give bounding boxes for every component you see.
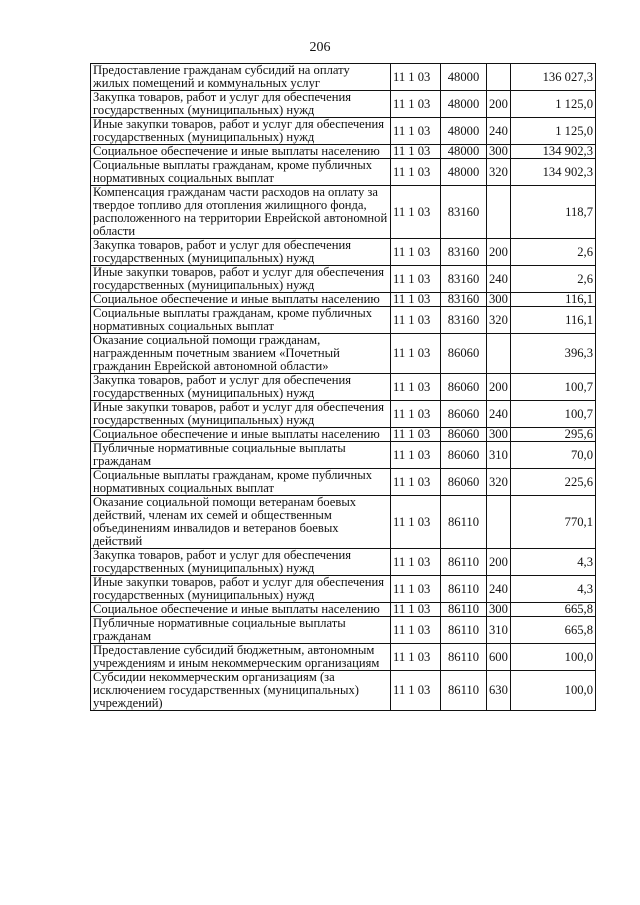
row-type-cell [487,64,511,91]
row-amount-cell: 665,8 [511,603,596,617]
row-name-cell: Иные закупки товаров, работ и услуг для обеспечения государственных (муниципальных) нужд [91,576,391,603]
row-name-cell: Иные закупки товаров, работ и услуг для обеспечения государственных (муниципальных) нужд [91,266,391,293]
row-amount-cell: 116,1 [511,293,596,307]
row-amount-cell: 4,3 [511,576,596,603]
row-name-cell: Закупка товаров, работ и услуг для обеспечения государственных (муниципальных) нужд [91,91,391,118]
row-code-cell: 86110 [441,496,487,549]
row-name-cell: Компенсация гражданам части расходов на оплату за твердое топливо для отопления жилищного фонда, расположенного на территории Еврейской автономной области [91,186,391,239]
row-section-cell: 11 1 03 [391,334,441,374]
table-row [91,549,596,576]
row-type-cell: 320 [487,159,511,186]
row-name-cell: Социальное обеспечение и иные выплаты населению [91,603,391,617]
row-section-cell: 11 1 03 [391,576,441,603]
row-type-cell: 310 [487,617,511,644]
row-amount-cell: 134 902,3 [511,159,596,186]
table-row [91,428,596,442]
row-amount-cell: 2,6 [511,266,596,293]
row-section-cell: 11 1 03 [391,159,441,186]
row-code-cell: 48000 [441,91,487,118]
row-code-cell: 86060 [441,442,487,469]
row-amount-cell: 1 125,0 [511,91,596,118]
row-section-cell: 11 1 03 [391,186,441,239]
row-amount-cell: 118,7 [511,186,596,239]
row-amount-cell: 136 027,3 [511,64,596,91]
row-section-cell: 11 1 03 [391,428,441,442]
row-name-cell: Закупка товаров, работ и услуг для обеспечения государственных (муниципальных) нужд [91,549,391,576]
row-type-cell: 300 [487,293,511,307]
row-amount-cell: 2,6 [511,239,596,266]
row-code-cell: 48000 [441,118,487,145]
budget-table [90,63,596,711]
row-section-cell: 11 1 03 [391,644,441,671]
row-code-cell: 83160 [441,293,487,307]
row-section-cell: 11 1 03 [391,118,441,145]
row-code-cell: 86060 [441,469,487,496]
table-row [91,401,596,428]
table-row [91,334,596,374]
table-row [91,159,596,186]
row-code-cell: 86060 [441,401,487,428]
table-row [91,307,596,334]
row-code-cell: 48000 [441,145,487,159]
row-code-cell: 48000 [441,64,487,91]
row-code-cell: 86060 [441,428,487,442]
row-amount-cell: 1 125,0 [511,118,596,145]
row-section-cell: 11 1 03 [391,293,441,307]
row-section-cell: 11 1 03 [391,145,441,159]
row-amount-cell: 295,6 [511,428,596,442]
row-type-cell: 600 [487,644,511,671]
row-name-cell: Закупка товаров, работ и услуг для обеспечения государственных (муниципальных) нужд [91,239,391,266]
table-row [91,576,596,603]
row-name-cell: Предоставление гражданам субсидий на оплату жилых помещений и коммунальных услуг [91,64,391,91]
row-type-cell [487,334,511,374]
table-row [91,644,596,671]
row-type-cell: 200 [487,91,511,118]
row-section-cell: 11 1 03 [391,64,441,91]
row-section-cell: 11 1 03 [391,307,441,334]
row-type-cell: 320 [487,307,511,334]
row-code-cell: 83160 [441,307,487,334]
row-section-cell: 11 1 03 [391,401,441,428]
row-type-cell: 300 [487,428,511,442]
budget-table-body [91,64,596,711]
table-row [91,239,596,266]
row-type-cell: 630 [487,671,511,711]
row-amount-cell: 665,8 [511,617,596,644]
row-type-cell: 240 [487,401,511,428]
table-row [91,266,596,293]
row-amount-cell: 100,7 [511,401,596,428]
row-type-cell: 240 [487,576,511,603]
row-type-cell: 200 [487,549,511,576]
row-type-cell: 240 [487,266,511,293]
row-name-cell: Закупка товаров, работ и услуг для обеспечения государственных (муниципальных) нужд [91,374,391,401]
row-section-cell: 11 1 03 [391,549,441,576]
row-section-cell: 11 1 03 [391,91,441,118]
row-type-cell: 200 [487,374,511,401]
row-section-cell: 11 1 03 [391,617,441,644]
table-row [91,91,596,118]
table-row [91,617,596,644]
row-section-cell: 11 1 03 [391,603,441,617]
row-code-cell: 83160 [441,186,487,239]
row-code-cell: 48000 [441,159,487,186]
row-code-cell: 86060 [441,374,487,401]
row-name-cell: Субсидии некоммерческим организациям (за исключением государственных (муниципальных) учреждений) [91,671,391,711]
table-row [91,496,596,549]
row-name-cell: Социальное обеспечение и иные выплаты населению [91,428,391,442]
row-type-cell: 320 [487,469,511,496]
page-number: 206 [309,40,331,55]
row-section-cell: 11 1 03 [391,239,441,266]
row-type-cell: 200 [487,239,511,266]
row-name-cell: Предоставление субсидий бюджетным, автономным учреждениям и иным некоммерческим организациям [91,644,391,671]
row-code-cell: 83160 [441,266,487,293]
row-code-cell: 86110 [441,576,487,603]
row-amount-cell: 70,0 [511,442,596,469]
row-amount-cell: 225,6 [511,469,596,496]
row-amount-cell: 116,1 [511,307,596,334]
row-amount-cell: 770,1 [511,496,596,549]
table-row [91,118,596,145]
row-name-cell: Социальные выплаты гражданам, кроме публичных нормативных социальных выплат [91,469,391,496]
table-row [91,145,596,159]
row-section-cell: 11 1 03 [391,374,441,401]
row-name-cell: Публичные нормативные социальные выплаты гражданам [91,617,391,644]
row-section-cell: 11 1 03 [391,671,441,711]
row-code-cell: 86060 [441,334,487,374]
row-type-cell [487,186,511,239]
row-type-cell [487,496,511,549]
table-row [91,671,596,711]
row-amount-cell: 100,7 [511,374,596,401]
row-type-cell: 300 [487,603,511,617]
table-row [91,442,596,469]
row-section-cell: 11 1 03 [391,442,441,469]
row-code-cell: 86110 [441,549,487,576]
row-type-cell: 310 [487,442,511,469]
row-type-cell: 300 [487,145,511,159]
row-amount-cell: 134 902,3 [511,145,596,159]
row-name-cell: Иные закупки товаров, работ и услуг для обеспечения государственных (муниципальных) нужд [91,118,391,145]
row-name-cell: Социальное обеспечение и иные выплаты населению [91,145,391,159]
row-code-cell: 83160 [441,239,487,266]
row-section-cell: 11 1 03 [391,496,441,549]
row-name-cell: Социальное обеспечение и иные выплаты населению [91,293,391,307]
row-code-cell: 86110 [441,603,487,617]
row-name-cell: Социальные выплаты гражданам, кроме публичных нормативных социальных выплат [91,307,391,334]
table-row [91,603,596,617]
row-amount-cell: 396,3 [511,334,596,374]
row-name-cell: Социальные выплаты гражданам, кроме публичных нормативных социальных выплат [91,159,391,186]
row-amount-cell: 100,0 [511,671,596,711]
row-section-cell: 11 1 03 [391,469,441,496]
row-name-cell: Иные закупки товаров, работ и услуг для обеспечения государственных (муниципальных) нужд [91,401,391,428]
row-section-cell: 11 1 03 [391,266,441,293]
table-row [91,186,596,239]
table-row [91,293,596,307]
row-name-cell: Публичные нормативные социальные выплаты гражданам [91,442,391,469]
row-type-cell: 240 [487,118,511,145]
table-row [91,374,596,401]
row-name-cell: Оказание социальной помощи гражданам, награжденным почетным званием «Почетный гражданин Еврейской автономной области» [91,334,391,374]
row-name-cell: Оказание социальной помощи ветеранам боевых действий, членам их семей и общественным объединениям инвалидов и ветеранов боевых действий [91,496,391,549]
row-code-cell: 86110 [441,617,487,644]
table-row [91,469,596,496]
row-code-cell: 86110 [441,644,487,671]
row-amount-cell: 100,0 [511,644,596,671]
row-amount-cell: 4,3 [511,549,596,576]
row-code-cell: 86110 [441,671,487,711]
table-row [91,64,596,91]
